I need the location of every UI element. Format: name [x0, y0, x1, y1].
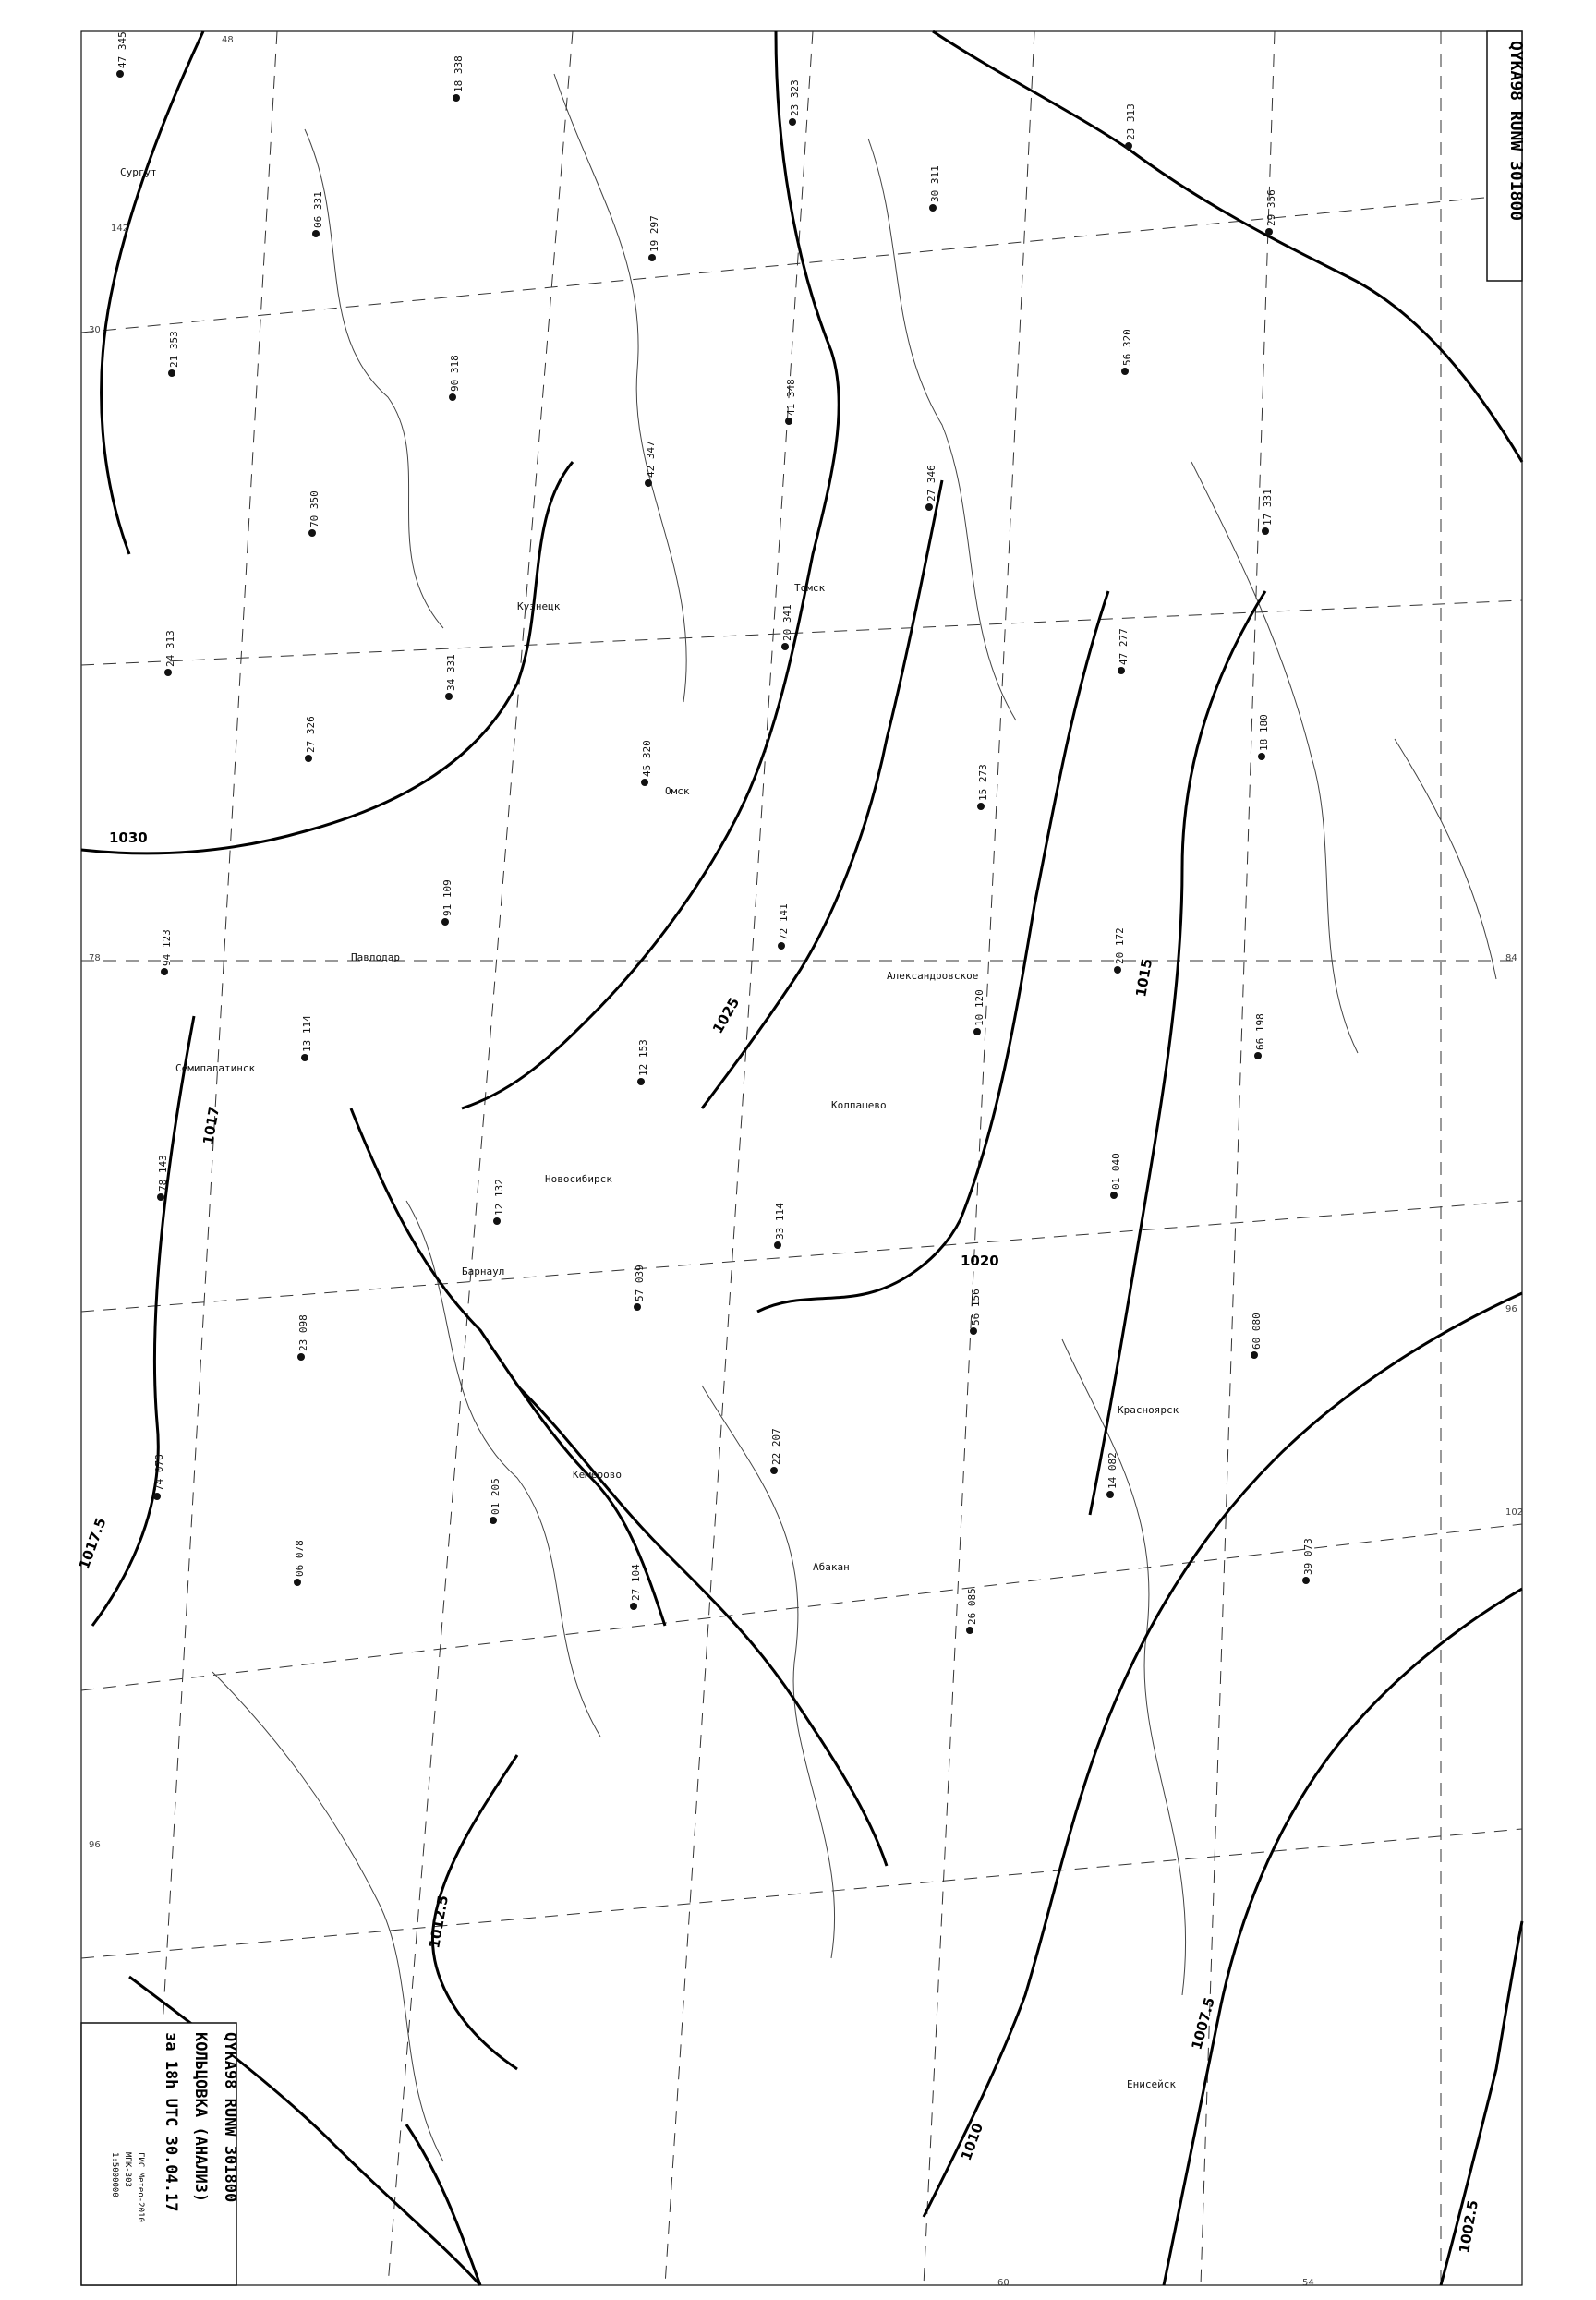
station-obs: 60 080	[1251, 1313, 1263, 1350]
grid-label: 48	[222, 35, 234, 45]
station-marker	[1262, 527, 1269, 535]
station-obs: 27 326	[305, 716, 317, 753]
station-obs: 90 318	[449, 355, 461, 392]
station-obs: 12 153	[637, 1039, 649, 1076]
station-obs: 30 311	[929, 165, 941, 202]
station-obs: 17 331	[1262, 489, 1274, 526]
station-obs: 47 345	[116, 31, 128, 68]
station-obs: 74 078	[153, 1454, 165, 1491]
place-name: Кемерово	[573, 1469, 622, 1481]
isobar-1017-5	[351, 1108, 665, 1626]
station-marker	[1118, 667, 1125, 674]
title-line2: КОЛЬЦОВКА (АНАЛИЗ)	[191, 2032, 210, 2203]
station-marker	[312, 230, 320, 237]
station-marker	[1106, 1491, 1114, 1498]
grid-label: 96	[89, 1840, 101, 1850]
isobar-1015	[1090, 591, 1265, 1515]
lat-lon-grid	[81, 31, 1522, 2285]
station-marker	[157, 1193, 164, 1201]
station-marker	[294, 1579, 301, 1586]
grid-label: 96	[1505, 1304, 1517, 1314]
station-marker	[441, 918, 449, 926]
grid-labels	[89, 35, 1523, 2288]
grid-label: 54	[1302, 2278, 1314, 2288]
station-obs: 26 085	[966, 1588, 978, 1625]
isobar-label: 1012.5	[426, 1894, 452, 1950]
isobar-label: 1030	[109, 829, 148, 846]
station-marker	[1258, 753, 1265, 760]
station-obs: 70 350	[308, 490, 320, 527]
station-obs: 42 347	[645, 441, 657, 478]
station-marker	[774, 1241, 781, 1249]
station-obs: 57 039	[634, 1265, 646, 1301]
station-marker	[634, 1303, 641, 1311]
station-obs: 91 109	[441, 879, 453, 916]
station-obs: 10 120	[973, 989, 985, 1026]
title-line4: ГИС Метео-2010	[136, 2152, 145, 2222]
station-obs: 27 104	[630, 1564, 642, 1601]
place-name: Красноярск	[1118, 1404, 1179, 1416]
station-marker	[1251, 1351, 1258, 1359]
station-obs: 23 323	[789, 79, 801, 116]
station-obs: 56 156	[970, 1289, 982, 1326]
station-marker	[929, 204, 937, 212]
station-marker	[637, 1078, 645, 1085]
isobar-label: 1017	[200, 1105, 224, 1146]
station-obs: 13 114	[301, 1015, 313, 1052]
place-name: Омск	[665, 785, 690, 797]
station-marker	[493, 1217, 501, 1225]
title-line5: МПК-303	[123, 2152, 132, 2187]
title-line6: 1:5000000	[110, 2152, 119, 2197]
isobar-label: 1025	[708, 994, 744, 1036]
station-obs: 01 205	[490, 1478, 502, 1515]
station-marker	[1121, 368, 1129, 375]
station-obs: 34 331	[445, 654, 457, 691]
station-marker	[164, 669, 172, 676]
station-obs: 66 198	[1254, 1013, 1266, 1050]
station-obs: 20 341	[781, 604, 793, 641]
station-marker	[977, 803, 985, 810]
station-marker	[297, 1353, 305, 1361]
isobar-left-upper	[102, 31, 203, 554]
station-marker	[630, 1603, 637, 1610]
station-obs: 56 320	[1121, 329, 1133, 366]
place-name: Барнаул	[462, 1265, 505, 1277]
station-obs: 78 143	[157, 1155, 169, 1192]
place-name: Кузнецк	[517, 600, 561, 612]
isobar-1007-5b	[406, 2124, 480, 2285]
place-name: Сургут	[120, 166, 157, 178]
isobar-label: 1010	[957, 2120, 987, 2163]
station-obs: 94 123	[161, 929, 173, 966]
place-name: Павлодар	[351, 951, 400, 963]
station-marker	[1254, 1052, 1262, 1059]
station-marker	[1265, 228, 1273, 236]
station-marker	[445, 693, 453, 700]
station-marker	[645, 479, 652, 487]
station-obs: 18 180	[1258, 714, 1270, 751]
station-obs: 27 346	[925, 465, 937, 502]
grid-label: 142	[111, 224, 129, 234]
station-marker	[785, 418, 792, 425]
place-name: Енисейск	[1127, 2078, 1176, 2090]
station-obs: 06 331	[312, 191, 324, 228]
place-name: Абакан	[813, 1561, 850, 1573]
station-obs: 45 320	[641, 740, 653, 777]
isobar-1017	[92, 1016, 194, 1626]
station-obs: 14 082	[1106, 1452, 1118, 1489]
station-obs: 18 338	[453, 55, 465, 92]
isobar-label: 1015	[1132, 957, 1156, 999]
station-marker	[970, 1327, 977, 1335]
isobar-closed-north	[933, 31, 1522, 462]
isobar-label: 1007.5	[1188, 1995, 1218, 2052]
top-header-code: QYKA98 RUNW 301800	[1506, 41, 1526, 222]
station-marker	[789, 118, 796, 126]
grid-label: 102	[1505, 1507, 1524, 1518]
isobar-label: 1020	[961, 1253, 999, 1269]
isobar-1010b	[924, 1293, 1522, 2217]
station-marker	[116, 70, 124, 78]
station-obs: 21 353	[168, 331, 180, 368]
station-obs: 12 132	[493, 1179, 505, 1216]
station-obs: 19 297	[648, 215, 660, 252]
grid-label: 60	[998, 2278, 1010, 2288]
station-marker	[305, 755, 312, 762]
isobar-labels	[76, 829, 1481, 2255]
station-marker	[1125, 142, 1132, 150]
place-name: Колпашево	[831, 1099, 887, 1111]
isobar-1030	[81, 462, 573, 853]
place-name: Семипалатинск	[175, 1062, 256, 1074]
station-marker	[781, 643, 789, 650]
title-line3: за 18h UTC 30.04.17	[162, 2032, 180, 2212]
station-marker	[449, 393, 456, 401]
station-marker	[308, 529, 316, 537]
station-marker	[168, 369, 175, 377]
station-obs: 33 114	[774, 1203, 786, 1240]
map-frame	[81, 31, 1522, 2285]
station-marker	[925, 503, 933, 511]
station-obs: 23 098	[297, 1314, 309, 1351]
isobars	[81, 31, 1522, 2285]
isobar-1002-5	[1441, 1921, 1522, 2285]
grid-label: 84	[1505, 953, 1517, 963]
station-marker	[1302, 1577, 1310, 1584]
station-obs: 01 040	[1110, 1153, 1122, 1190]
station-marker	[966, 1627, 973, 1634]
station-obs: 06 078	[294, 1540, 306, 1577]
station-marker	[453, 94, 460, 102]
station-marker	[648, 254, 656, 261]
top-header-box	[1487, 31, 1526, 281]
station-obs: 47 277	[1118, 628, 1130, 665]
isobar-label: 1002.5	[1456, 2198, 1481, 2255]
station-marker	[770, 1467, 778, 1474]
grid-label: 78	[89, 953, 101, 963]
station-obs: 39 073	[1302, 1538, 1314, 1575]
station-marker	[301, 1054, 308, 1061]
station-marker	[973, 1028, 981, 1035]
station-obs: 20 172	[1114, 927, 1126, 964]
place-name: Новосибирск	[545, 1173, 612, 1185]
station-obs: 72 141	[778, 903, 790, 940]
station-obs: 41 348	[785, 379, 797, 416]
place-name: Томск	[794, 582, 826, 594]
isobar-1025b	[702, 480, 942, 1108]
isobar-label: 1017.5	[75, 1515, 110, 1572]
station-obs: 24 313	[164, 630, 176, 667]
place-name: Александровское	[887, 970, 979, 982]
station-marker	[153, 1493, 161, 1500]
station-obs: 23 313	[1125, 103, 1137, 140]
station-marker	[1114, 966, 1121, 974]
station-obs: 29 356	[1265, 189, 1277, 226]
station-marker	[161, 968, 168, 975]
title-box	[81, 2023, 239, 2285]
station-marker	[1110, 1192, 1118, 1199]
station-marker	[641, 779, 648, 786]
title-line1: QYKA98 RUNW 301800	[221, 2032, 239, 2203]
grid-label: 30	[89, 325, 101, 335]
station-marker	[490, 1517, 497, 1524]
station-obs: 22 207	[770, 1428, 782, 1465]
station-obs: 15 273	[977, 764, 989, 801]
station-marker	[778, 942, 785, 950]
